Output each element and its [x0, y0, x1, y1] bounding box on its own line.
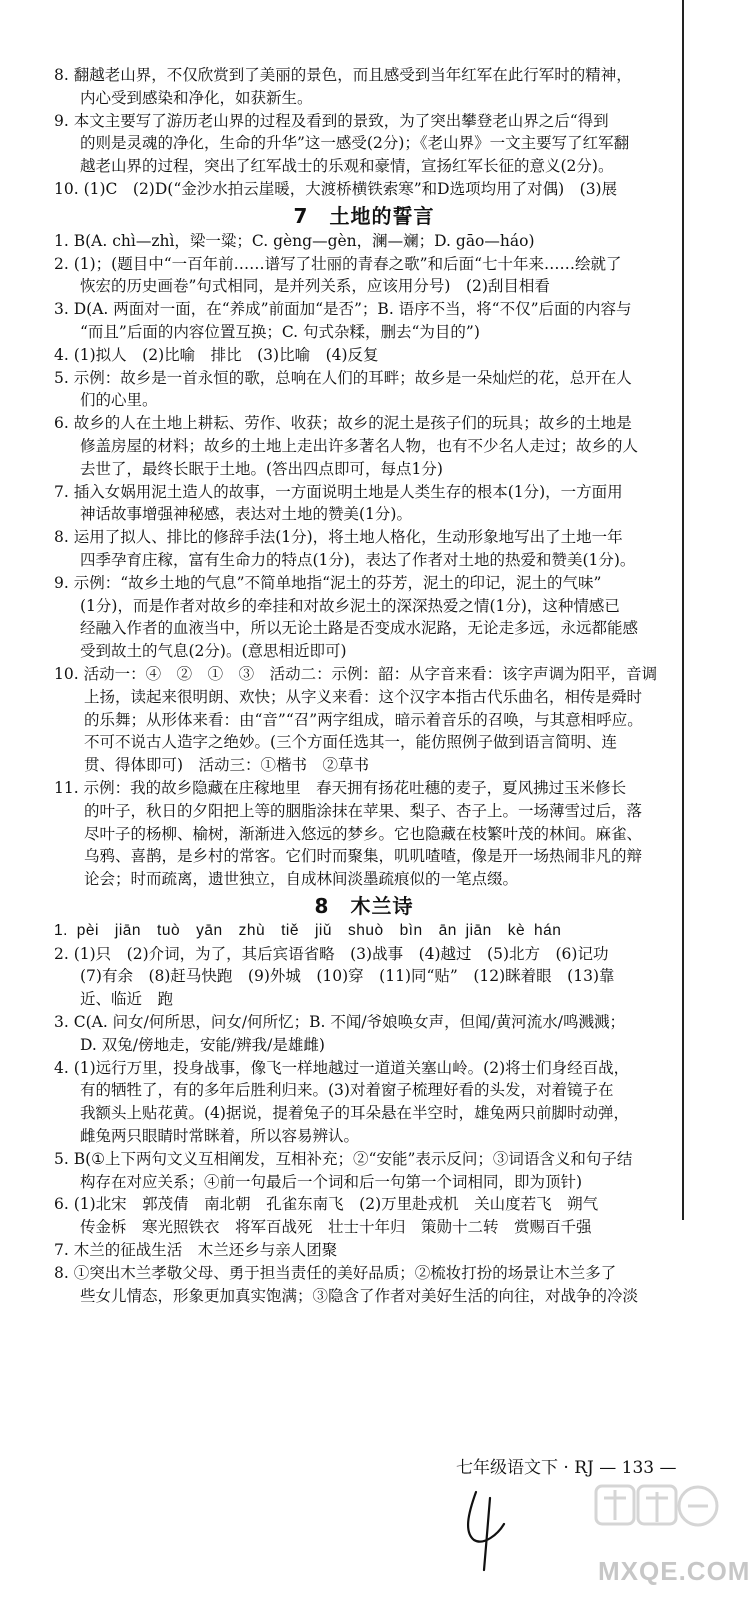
section-title-7: 7 土地的誓言 [293, 203, 435, 228]
answer-line: “而且”后面的内容位置互换；C. 句式杂糅，删去“为目的”) [80, 322, 480, 341]
section-title-8: 8 木兰诗 [314, 893, 414, 918]
answer-line: 神话故事增强神秘感，表达对土地的赞美(1分)。 [80, 505, 412, 524]
answer-line: 的叶子，秋日的夕阳把上等的胭脂涂抹在苹果、梨子、杏子上。一场薄雪过后，落 [84, 801, 643, 820]
watermark-text: MXQE.COM [598, 1556, 750, 1586]
answer-line: 我额头上贴花黄。(4)据说，提着兔子的耳朵悬在半空时，雄兔两只前脚时动弹， [80, 1104, 629, 1123]
answer-line: 8. ①突出木兰孝敬父母、勇于担当责任的美好品质；②梳妆打扮的场景让木兰多了 [54, 1263, 617, 1282]
answer-line: 们的心里。 [80, 391, 158, 410]
answer-line: 2. (1)；(题目中“一百年前……谱写了壮丽的青春之歌”和后面“七十年来……绘就了 [54, 254, 622, 273]
answer-line: 7. 木兰的征战生活 木兰还乡与亲人团聚 [54, 1241, 338, 1260]
answer-line: (7)有余 (8)赶马快跑 (9)外城 (10)穿 (11)同“贴” (12)眯着眼 (13)靠 [80, 967, 615, 986]
answer-line: 11. 示例：我的故乡隐藏在庄稼地里 春天拥有扬花吐穗的麦子，夏风拂过玉米修长 [54, 778, 627, 797]
answer-line: 5. B(①上下两句文义互相阐发，互相补充；②“安能”表示反问；③词语含义和句子结 [54, 1149, 633, 1168]
answer-line: 去世了，最终长眠于土地。(答出四点即可，每点1分) [80, 459, 443, 478]
answer-line: 10. 活动一：④ ② ① ③ 活动二：示例：韶：从字音来看：该字声调为阳平，音调 [54, 664, 658, 683]
answer-line: 的则是灵魂的净化，生命的升华”这一感受(2分)；《老山界》一文主要写了红军翻 [80, 134, 630, 153]
answer-line: 5. 示例：故乡是一首永恒的歌，总响在人们的耳畔；故乡是一朵灿烂的花，总开在人 [54, 368, 632, 387]
answer-line: 受到故土的气息(2分)。(意思相近即可) [80, 642, 347, 661]
answer-line: 近、临近 跑 [80, 990, 174, 1009]
answer-line: (1分)，而是作者对故乡的牵挂和对故乡泥土的深深热爱之情(1分)，这种情感已 [80, 596, 620, 615]
answer-line: 3. C(A. 问女/何所思，问女/何所忆；B. 不闻/爷娘唤女声，但闻/黄河流水/鸣溅溅； [54, 1013, 626, 1032]
answer-line: 经融入作者的血液当中，所以无论土路是否变成水泥路，无论走多远，永远都能感 [80, 619, 639, 638]
answer-line: 9. 本文主要写了游历老山界的过程及看到的景致，为了突出攀登老山界之后“得到 [54, 111, 609, 130]
answer-line: 贯、得体即可) 活动三：①楷书 ②草书 [84, 756, 370, 775]
answer-line: 雌兔两只眼睛时常眯着，所以容易辨认。 [80, 1127, 360, 1146]
page-edge-line [682, 0, 684, 1220]
answer-line: 内心受到感染和净化，如获新生。 [80, 88, 313, 107]
answer-key-body [54, 64, 674, 1307]
answer-line: D. 双兔/傍地走，安能/辨我/是雄雌) [80, 1035, 325, 1054]
answer-line: 6. 故乡的人在土地上耕耘、劳作、收获；故乡的泥土是孩子们的玩具；故乡的土地是 [54, 414, 632, 433]
answer-line: 有的牺牲了，有的多年后胜利归来。(3)对着窗子梳理好看的头发，对着镜子在 [80, 1081, 614, 1100]
answer-line: 4. (1)远行万里，投身战事，像飞一样地越过一道道关塞山岭。(2)将士们身经百战， [54, 1058, 630, 1077]
answer-line: 的乐舞；从形体来看：由“音”“召”两字组成，暗示着音乐的召唤，与其意相呼应。 [84, 710, 643, 729]
answer-line: 7. 插入女娲用泥土造人的故事，一方面说明土地是人类生存的根本(1分)，一方面用 [54, 482, 623, 501]
answer-line: 尽叶子的杨柳、榆树，渐渐进入悠远的梦乡。它也隐藏在枝繁叶茂的林间。麻雀、 [84, 824, 643, 843]
answer-line: 4. (1)拟人 (2)比喻 排比 (3)比喻 (4)反复 [54, 345, 379, 364]
answer-line: 恢宏的历史画卷”句式相同，是并列关系，应该用分号) (2)刮目相看 [80, 277, 550, 296]
answer-line: 四季孕育庄稼，富有生命力的特点(1分)，表达了作者对土地的热爱和赞美(1分)。 [80, 550, 636, 569]
answer-line: 不可不说古人造字之绝妙。(三个方面任选其一，能仿照例子做到语言简明、连 [84, 733, 618, 752]
answer-line: 乌鸦、喜鹊，是乡村的常客。它们时而聚集，叽叽喳喳，像是开一场热闹非凡的辩 [84, 847, 643, 866]
answer-line: 9. 示例：“故乡土地的气息”不简单地指“泥土的芬芳，泥土的印记，泥土的气味” [54, 573, 602, 592]
answer-line: 1. pèi jiān tuò yān zhù tiě jiǔ shuò bìn ān jiān kè hán [54, 921, 562, 939]
answer-line: 2. (1)只 (2)介词，为了，其后宾语省略 (3)战事 (4)越过 (5)北方 (6)记功 [54, 944, 609, 963]
answer-line: 论会；时而疏离，遗世独立，自成林间淡墨疏痕似的一笔点缀。 [84, 870, 519, 889]
answer-line: 1. B(A. chì—zhì，梁一粱；C. gèng—gèn，澜—斓；D. gāo—háo) [54, 231, 535, 250]
answer-line: 8. 运用了拟人、排比的修辞手法(1分)，将土地人格化，生动形象地写出了土地一年 [54, 528, 623, 547]
answer-line: 越老山界的过程，突出了红军战士的乐观和豪情，宣扬红军长征的意义(2分)。 [80, 157, 614, 176]
answer-line: 修盖房屋的材料；故乡的土地上走出许多著名人物，也有不少名人走过；故乡的人 [80, 436, 639, 455]
answer-line: 10. (1)C (2)D(“金沙水拍云崖暖，大渡桥横铁索寒”和D选项均用了对偶) (3)展 [54, 179, 618, 198]
answer-line: 上扬，读起来很明朗、欢快；从字义来看：这个汉字本指古代乐曲名，相传是舜时 [84, 687, 643, 706]
page-footer: 七年级语文下 · RJ — 133 — [456, 1458, 677, 1478]
answer-line: 6. (1)北宋 郭茂倩 南北朝 孔雀东南飞 (2)万里赴戎机 关山度若飞 朔气 [54, 1195, 599, 1214]
answer-line: 构存在对应关系；④前一句最后一个词和后一句第一个词相同，即为顶针) [80, 1172, 583, 1191]
answer-line: 3. D(A. 两面对一面，在“养成”前面加“是否”；B. 语序不当，将“不仅”后面的内容与 [54, 300, 632, 319]
answer-line: 8. 翻越老山界，不仅欣赏到了美丽的景色，而且感受到当年红军在此行军时的精神， [54, 66, 632, 84]
answer-line: 传金柝 寒光照铁衣 将军百战死 壮士十年归 策勋十二转 赏赐百千强 [80, 1218, 592, 1237]
answer-line: 些女儿情态，形象更加真实饱满；③隐含了作者对美好生活的向往，对战争的冷淡 [80, 1286, 639, 1305]
handwritten-mark-icon [454, 1484, 514, 1574]
